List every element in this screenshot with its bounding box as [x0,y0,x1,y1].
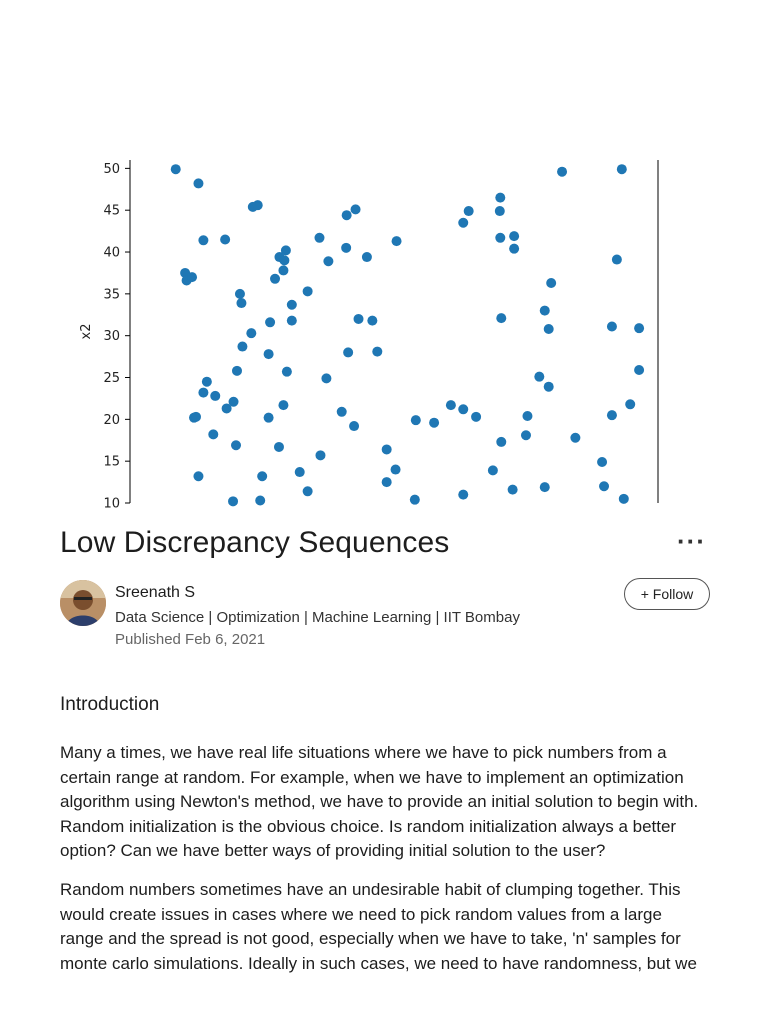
data-point [342,210,352,220]
data-point [634,323,644,333]
data-point [323,256,333,266]
data-point [612,255,622,265]
data-point [202,377,212,387]
y-tick-label: 10 [103,496,120,510]
data-point [546,278,556,288]
data-point [253,200,263,210]
data-point [341,243,351,253]
data-point [509,244,519,254]
data-point [496,437,506,447]
y-tick-label: 15 [103,454,120,470]
data-point [295,467,305,477]
data-point [544,382,554,392]
data-point [362,252,372,262]
data-point [458,404,468,414]
data-point [193,178,203,188]
data-point [495,206,505,216]
data-point [220,234,230,244]
data-point [187,272,197,282]
author-headline: Data Science | Optimization | Machine Learning | IIT Bombay [115,609,520,626]
data-point [607,410,617,420]
data-point [235,289,245,299]
data-point [264,413,274,423]
data-point [570,433,580,443]
article-title: Low Discrepancy Sequences [60,526,450,559]
data-point [270,274,280,284]
data-point [191,412,201,422]
data-point [429,418,439,428]
author-avatar[interactable] [60,580,106,626]
data-point [198,388,208,398]
data-point [236,298,246,308]
data-point [229,397,239,407]
data-point [337,407,347,417]
data-point [278,265,288,275]
data-point [257,471,267,481]
data-point [264,349,274,359]
data-point [232,366,242,376]
data-point [458,490,468,500]
data-point [495,193,505,203]
data-point [544,324,554,334]
data-point [382,477,392,487]
data-point [619,494,629,504]
data-point [282,367,292,377]
data-point [599,481,609,491]
published-date: Published Feb 6, 2021 [115,631,266,648]
data-point [521,430,531,440]
data-point [228,496,238,506]
data-point [210,391,220,401]
data-point [349,421,359,431]
data-point [237,342,247,352]
data-point [411,415,421,425]
more-options-icon[interactable]: ··· [677,526,706,556]
data-point [464,206,474,216]
data-point [557,167,567,177]
data-point [410,495,420,505]
data-point [534,372,544,382]
y-tick-label: 45 [103,203,120,219]
author-name[interactable]: Sreenath S [115,584,196,601]
y-tick-label: 40 [103,245,120,261]
data-point [446,400,456,410]
paragraph: Many a times, we have real life situations where we have to pick numbers from a certain range at random. For example, when we have to implement an optimization algorithm using Newton's method, we have to provide an initial solution to begin with. Random initialization is the obvious choice. Is random initialization always a better option? Can we have better ways of providing initial solution to the user? [60,743,699,861]
data-point [278,400,288,410]
data-point [391,465,401,475]
data-point [351,204,361,214]
data-point [287,300,297,310]
data-point [246,328,256,338]
y-tick-label: 30 [103,329,120,345]
data-point [315,450,325,460]
data-point [540,306,550,316]
data-point [488,465,498,475]
data-point [471,412,481,422]
data-point [279,255,289,265]
data-point [458,218,468,228]
data-point [607,321,617,331]
data-point [343,347,353,357]
data-point [287,316,297,326]
scatter-chart [60,150,680,510]
data-point [354,314,364,324]
data-point [367,316,377,326]
y-tick-label: 35 [103,287,120,303]
data-point [193,471,203,481]
data-point [314,233,324,243]
data-point [171,164,181,174]
data-point [522,411,532,421]
data-point [303,286,313,296]
data-point [634,365,644,375]
data-point [509,231,519,241]
data-point [496,313,506,323]
data-point [321,373,331,383]
data-point [392,236,402,246]
data-point [303,486,313,496]
data-point [495,233,505,243]
data-point [265,317,275,327]
avatar-image [60,580,106,626]
data-point [372,347,382,357]
data-point [231,440,241,450]
y-tick-label: 20 [103,412,120,428]
data-point [540,482,550,492]
data-point [281,245,291,255]
data-point [617,164,627,174]
data-point [508,485,518,495]
follow-button[interactable]: + Follow [624,578,710,610]
y-tick-label: 50 [103,161,120,177]
y-tick-label: 25 [103,371,120,387]
data-point [198,235,208,245]
paragraph: Random numbers sometimes have an undesirable habit of clumping together. This would create issues in cases where we need to pick random values from a large range and the spread is not good, especially when we have to take, 'n' samples for monte carlo simulations. Ideally in such cases, we need to have randomness, but we [60,880,697,973]
data-point [382,444,392,454]
data-point [597,457,607,467]
data-point [625,399,635,409]
y-axis-label: x2 [79,323,94,340]
data-point [255,495,265,505]
data-point [208,429,218,439]
data-point [274,442,284,452]
section-heading: Introduction [60,694,160,715]
